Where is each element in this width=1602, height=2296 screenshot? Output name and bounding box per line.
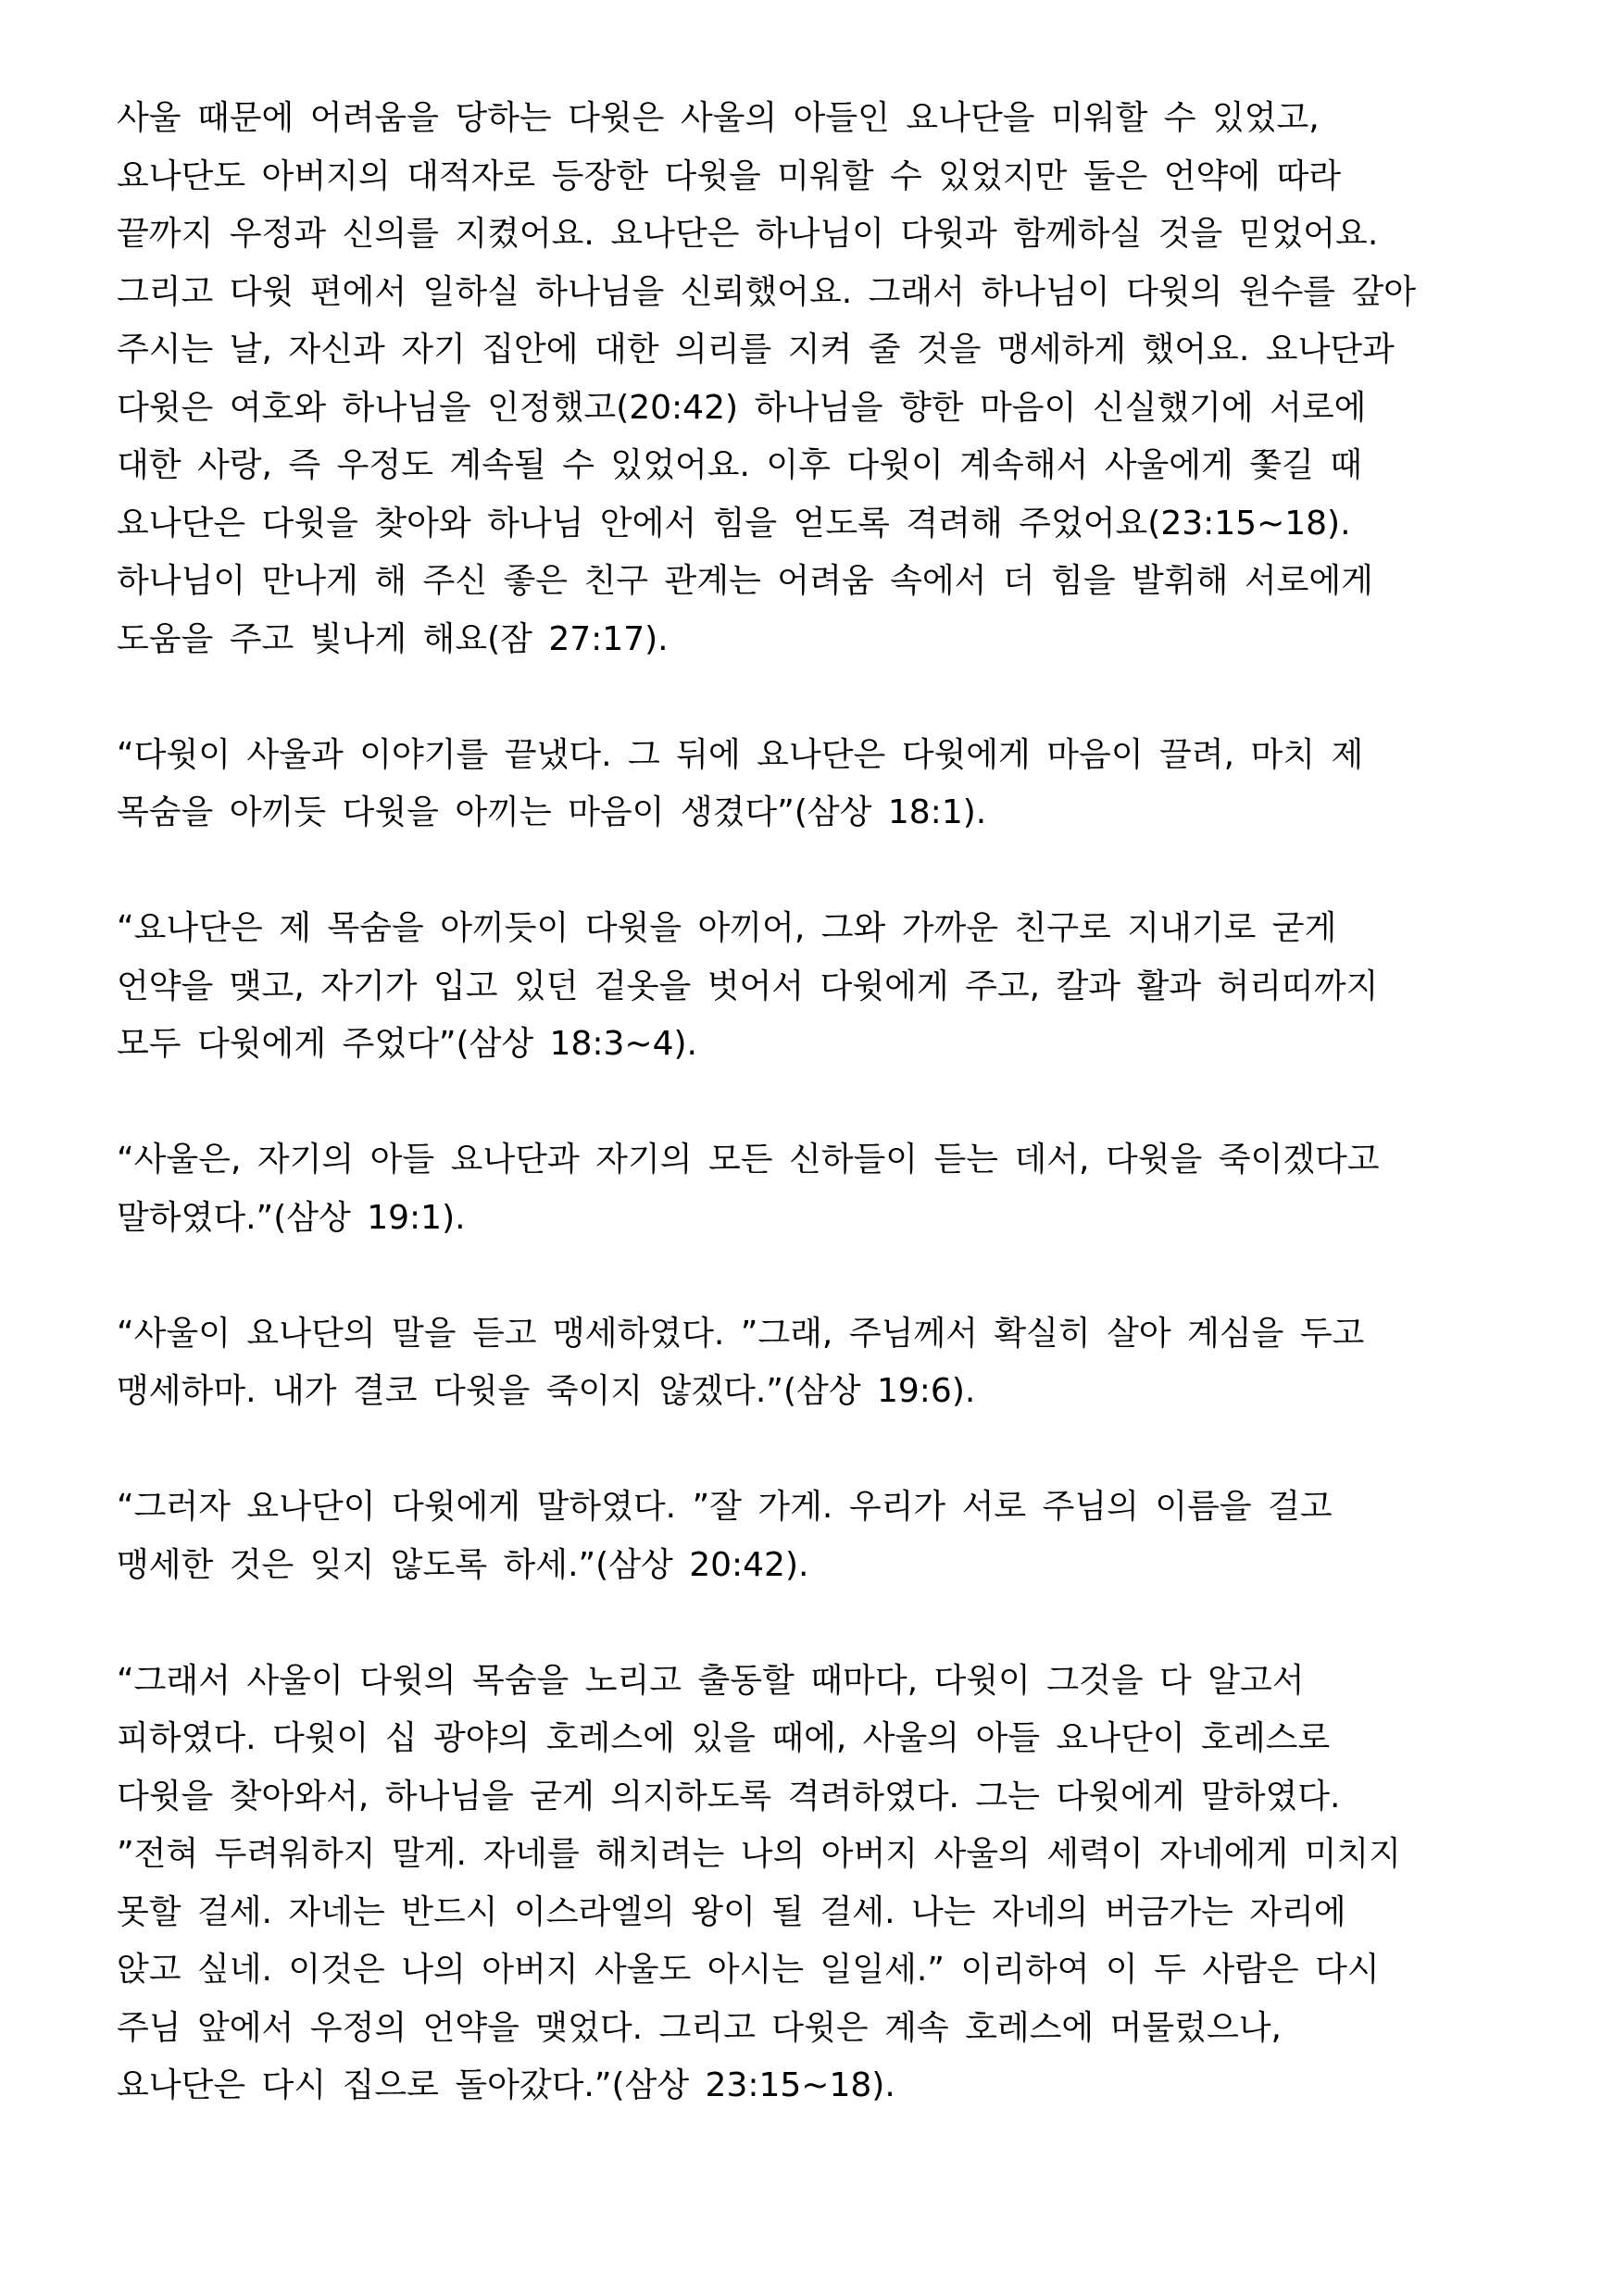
quote-paragraph: [117, 727, 1543, 842]
text-line: 사울 때문에 어려움을 당하는 다윗은 사울의 아들인 요나단을 미워할 수 있었고,: [117, 99, 1320, 137]
document-page: [117, 90, 1543, 2115]
text-line: “요나단은 제 목숨을 아끼듯이 다윗을 아끼어, 그와 가까운 친구로 지내기로 굳게: [117, 909, 1337, 947]
quote-paragraph: [117, 1131, 1543, 1247]
paragraph-gap: [117, 1421, 1543, 1479]
quote-paragraph: [117, 1305, 1543, 1421]
quote-paragraph: [117, 1479, 1543, 1594]
text-line: 다윗은 여호와 하나님을 인정했고(20:42) 하나님을 향한 마음이 신실했기에 서로에: [117, 388, 1367, 427]
text-line: 목숨을 아끼듯 다윗을 아끼는 마음이 생겼다”(삼상 18:1).: [117, 793, 987, 831]
text-line: “다윗이 사울과 이야기를 끝냈다. 그 뒤에 요나단은 다윗에게 마음이 끌려, 마치 제: [117, 735, 1364, 774]
text-line: 모두 다윗에게 주었다”(삼상 18:3~4).: [117, 1025, 697, 1063]
text-line: 앉고 싶네. 이것은 나의 아버지 사울도 아시는 일일세.” 이리하여 이 두 사람은 다시: [117, 1951, 1380, 1989]
paragraph-commentary: [117, 90, 1543, 668]
paragraph-gap: [117, 1594, 1543, 1653]
text-line: 피하였다. 다윗이 십 광야의 호레스에 있을 때에, 사울의 아들 요나단이 호레스로: [117, 1719, 1331, 1757]
text-line: 요나단도 아버지의 대적자로 등장한 다윗을 미워할 수 있었지만 둘은 언약에 따라: [117, 156, 1342, 195]
text-line: 맹세하마. 내가 결코 다윗을 죽이지 않겠다.”(삼상 19:6).: [117, 1372, 976, 1410]
text-line: “사울은, 자기의 아들 요나단과 자기의 모든 신하들이 듣는 데서, 다윗을 죽이겠다고: [117, 1141, 1380, 1179]
text-line: “사울이 요나단의 말을 듣고 맹세하였다. ”그래, 주님께서 확실히 살아 계심을 두고: [117, 1314, 1365, 1353]
text-line: 끝까지 우정과 신의를 지켰어요. 요나단은 하나님이 다윗과 함께하실 것을 믿었어요.: [117, 215, 1379, 253]
text-line: 요나단은 다시 집으로 돌아갔다.”(삼상 23:15~18).: [117, 2066, 895, 2104]
text-line: 요나단은 다윗을 찾아와 하나님 안에서 힘을 얻도록 격려해 주었어요(23:15~18).: [117, 504, 1351, 543]
text-line: “그래서 사울이 다윗의 목숨을 노리고 출동할 때마다, 다윗이 그것을 다 알고서: [117, 1661, 1305, 1700]
text-line: 못할 걸세. 자네는 반드시 이스라엘의 왕이 될 걸세. 나는 자네의 버금가는 자리에: [117, 1892, 1346, 1931]
text-line: 주님 앞에서 우정의 언약을 맺었다. 그리고 다윗은 계속 호레스에 머물렀으나,: [117, 2008, 1282, 2047]
text-line: 맹세한 것은 잊지 않도록 하세.”(삼상 20:42).: [117, 1545, 809, 1584]
paragraph-gap: [117, 668, 1543, 727]
text-line: 대한 사랑, 즉 우정도 계속될 수 있었어요. 이후 다윗이 계속해서 사울에게 쫓길 때: [117, 446, 1363, 484]
text-line: 말하였다.”(삼상 19:1).: [117, 1198, 466, 1237]
text-line: ”전혀 두려워하지 말게. 자네를 해치려는 나의 아버지 사울의 세력이 자네에게 미치지: [117, 1835, 1401, 1873]
quote-paragraph: [117, 1653, 1543, 2115]
paragraph-gap: [117, 1247, 1543, 1305]
quote-paragraph: [117, 900, 1543, 1074]
text-line: 하나님이 만나게 해 주신 좋은 친구 관계는 어려움 속에서 더 힘을 발휘해 서로에게: [117, 562, 1373, 600]
paragraph-gap: [117, 1074, 1543, 1132]
text-line: 다윗을 찾아와서, 하나님을 굳게 의지하도록 격려하였다. 그는 다윗에게 말하였다.: [117, 1777, 1341, 1816]
text-line: “그러자 요나단이 다윗에게 말하였다. ”잘 가게. 우리가 서로 주님의 이름을 걸고: [117, 1488, 1333, 1526]
text-line: 언약을 맺고, 자기가 입고 있던 겉옷을 벗어서 다윗에게 주고, 칼과 활과 허리띠까지: [117, 967, 1379, 1005]
text-line: 그리고 다윗 편에서 일하실 하나님을 신뢰했어요. 그래서 하나님이 다윗의 원수를 갚아: [117, 272, 1417, 311]
paragraph-gap: [117, 842, 1543, 901]
text-line: 주시는 날, 자신과 자기 집안에 대한 의리를 지켜 줄 것을 맹세하게 했어요. 요나단과: [117, 331, 1395, 368]
text-line: 도움을 주고 빛나게 해요(잠 27:17).: [117, 619, 669, 658]
